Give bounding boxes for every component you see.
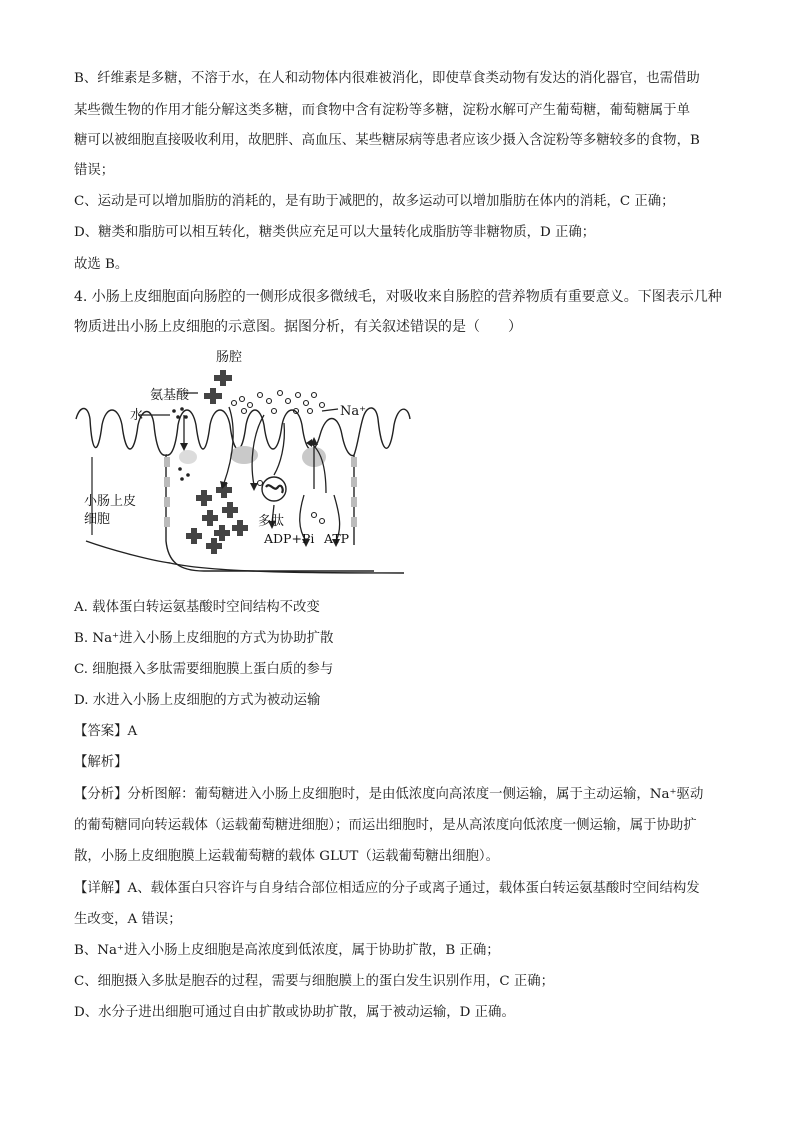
adp-label: ADP+Pi: [264, 531, 315, 546]
detail-line: C、细胞摄入多肽是胞吞的过程，需要与细胞膜上的蛋白发生识别作用，C 正确；: [74, 974, 555, 989]
text-line: D、糖类和脂肪可以相互转化，糖类供应充足可以大量转化成脂肪等非糖物质，D 正确；: [74, 225, 596, 240]
text-line: 故选 B。: [74, 257, 129, 272]
amino-acid-symbols-inside: [186, 482, 248, 554]
cell-label-1: 小肠上皮: [84, 494, 137, 509]
detail-line: B、Na⁺进入小肠上皮细胞是高浓度到低浓度，属于协助扩散，B 正确；: [74, 943, 500, 958]
lumen-label: 肠腔: [216, 350, 243, 365]
cell-base-line: [86, 541, 404, 573]
question-text: 4. 小肠上皮细胞面向肠腔的一侧形成很多微绒毛，对吸收来自肠腔的营养物质有重要意义。下图表示几种: [74, 289, 722, 305]
analysis-line: 散，小肠上皮细胞膜上运载葡萄糖的载体 GLUT（运载葡萄糖出细胞）。: [74, 849, 499, 864]
cell-membrane: [76, 408, 410, 571]
atp-label: ATP: [324, 531, 350, 546]
peptide-label: 多肽: [258, 514, 285, 529]
option-a: A. 载体蛋白转运氨基酸时空间结构不改变: [74, 600, 320, 615]
detail-line: D、水分子进出细胞可通过自由扩散或协助扩散，属于被动运输，D 正确。: [74, 1005, 515, 1020]
cell-transport-diagram: [74, 345, 414, 580]
amino-acid-symbols: [204, 370, 232, 404]
detail-line: 生改变，A 错误；: [74, 912, 182, 927]
text-line: 糖可以被细胞直接吸收利用，故肥胖、高血压、某些糖尿病等患者应该少摄入含淀粉等多糖较多的食物，B: [74, 133, 700, 148]
text-line: C、运动是可以增加脂肪的消耗的，是有助于减肥的，故多运动可以增加脂肪在体内的消耗，C 正确；: [74, 194, 675, 209]
answer-line: 【答案】A: [74, 724, 138, 739]
text-line: 错误；: [74, 163, 115, 178]
analysis-heading: 【解析】: [74, 755, 128, 770]
sodium-label: Na⁺: [340, 404, 366, 419]
detail-line: 【详解】A、载体蛋白只容许与自身结合部位相适应的分子或离子通过，载体蛋白转运氨基酸时空间结构发: [74, 881, 700, 896]
amino-acid-label: 氨基酸: [150, 388, 190, 403]
text-line: B、纤维素是多糖，不溶于水，在人和动物体内很难被消化，即使草食类动物有发达的消化器官，也需借助: [74, 71, 700, 86]
water-channel: [179, 450, 197, 464]
option-c: C. 细胞摄入多肽需要细胞膜上蛋白质的参与: [74, 662, 334, 677]
question-text: 物质进出小肠上皮细胞的示意图。据图分析，有关叙述错误的是（ ）: [74, 319, 522, 335]
option-d: D. 水进入小肠上皮细胞的方式为被动运输: [74, 693, 321, 708]
cell-label-2: 细胞: [84, 512, 111, 527]
analysis-line: 【分析】分析图解：葡萄糖进入小肠上皮细胞时，是由低浓度向高浓度一侧运输，属于主动运输，Na⁺驱动: [74, 787, 704, 802]
analysis-line: 的葡萄糖同向转运载体（运载葡萄糖进细胞）；而运出细胞时，是从高浓度向低浓度一侧运输，属于协助扩: [74, 818, 697, 833]
diagram-svg: [74, 345, 414, 580]
option-b: B. Na⁺进入小肠上皮细胞的方式为协助扩散: [74, 631, 334, 646]
water-label: 水: [130, 408, 144, 423]
text-line: 某些微生物的作用才能分解这类多糖，而食物中含有淀粉等多糖，淀粉水解可产生葡萄糖，葡萄糖属于单: [74, 103, 690, 118]
junction-left: [164, 457, 170, 527]
